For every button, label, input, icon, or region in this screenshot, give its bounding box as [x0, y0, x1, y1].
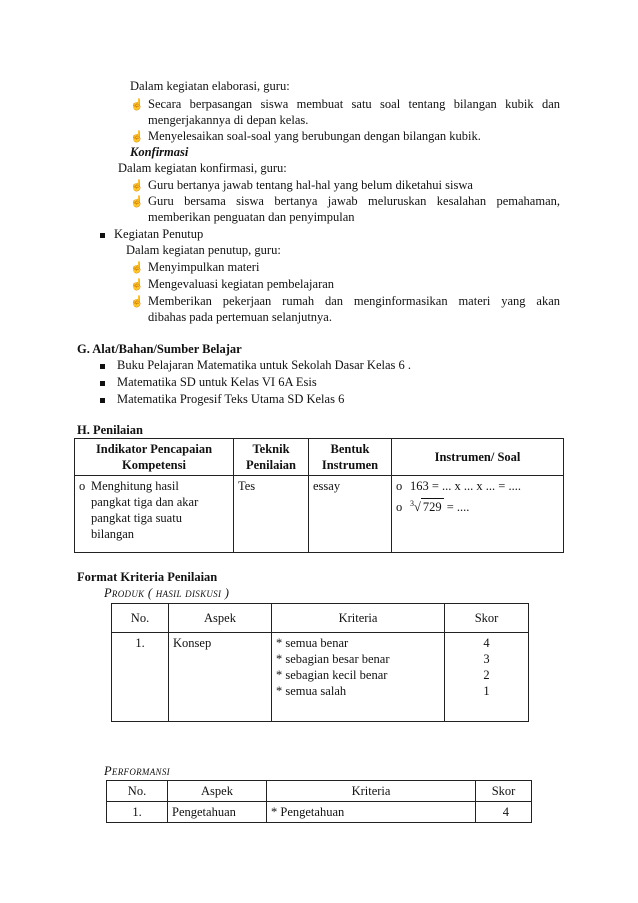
konfirmasi-title: Konfirmasi [130, 145, 189, 159]
performansi-table [106, 780, 532, 823]
produk-cell-skor: 4 3 2 1 [445, 633, 529, 722]
elaborasi-item-2-line1: Menyelesaikan soal-soal yang berubungan dengan bilangan kubik. [148, 129, 481, 143]
produk-header-aspek: Aspek [169, 604, 272, 633]
table-row [112, 633, 529, 722]
konfirmasi-item-2-line2: memberikan penguatan dan penyimpulan [148, 210, 355, 224]
penilaian-table [74, 438, 564, 553]
header-indikator: Indikator Pencapaian Kompetensi [75, 439, 234, 476]
square-bullet-icon [100, 391, 105, 407]
elaborasi-item-1-line1: Secara berpasangan siswa membuat satu soal tentang bilangan kubik dan [148, 97, 560, 111]
hand-bullet-icon: ☝ [130, 279, 144, 291]
produk-table [111, 603, 529, 722]
section-g-item-2: Matematika SD untuk Kelas VI 6A Esis [117, 375, 317, 389]
cell-soal: o 163 = ... x ... x ... = .... o $^3$√ 729 = .... [392, 476, 564, 553]
produk-cell-kriteria: * semua benar * sebagian besar benar * sebagian kecil benar * semua salah [272, 633, 445, 722]
hand-bullet-icon: ☝ [130, 99, 144, 111]
square-bullet-icon [100, 374, 105, 390]
performansi-title: Performansi [104, 764, 170, 778]
square-bullet-icon [100, 357, 105, 373]
produk-title: Produk ( hasil diskusi ) [104, 586, 230, 600]
header-teknik: Teknik Penilaian [234, 439, 309, 476]
performansi-header-kriteria: Kriteria [267, 781, 476, 802]
penutup-intro: Dalam kegiatan penutup, guru: [126, 243, 281, 257]
format-title: Format Kriteria Penilaian [77, 570, 218, 584]
cell-teknik: Tes [234, 476, 309, 553]
performansi-header-skor: Skor [476, 781, 532, 802]
hand-bullet-icon: ☝ [130, 262, 144, 274]
cell-bentuk: essay [309, 476, 392, 553]
section-h-title: H. Penilaian [77, 423, 143, 437]
produk-header-row [112, 604, 529, 633]
penutup-item-3-line1: Memberikan pekerjaan rumah dan menginformasikan materi yang akan [148, 294, 560, 308]
produk-cell-no: 1. [112, 633, 169, 722]
performansi-cell-kriteria: * Pengetahuan [267, 802, 476, 823]
produk-cell-aspek: Konsep [169, 633, 272, 722]
soal-1: 163 = ... x ... x ... = .... [410, 479, 521, 493]
section-g-item-1: Buku Pelajaran Matematika untuk Sekolah Dasar Kelas 6 . [117, 358, 412, 372]
penutup-title: Kegiatan Penutup [114, 227, 204, 241]
table-header-row [75, 439, 564, 476]
performansi-header-aspek: Aspek [168, 781, 267, 802]
produk-header-skor: Skor [445, 604, 529, 633]
hand-bullet-icon: ☝ [130, 131, 144, 143]
konfirmasi-item-2-line1: Guru bersama siswa bertanya jawab meluruskan kesalahan pemahaman, [148, 194, 560, 208]
square-bullet-icon [100, 226, 105, 242]
hand-bullet-icon: ☝ [130, 196, 144, 208]
produk-header-kriteria: Kriteria [272, 604, 445, 633]
table-row [75, 476, 564, 553]
elaborasi-item-1-line2: mengerjakannya di depan kelas. [148, 113, 309, 127]
penutup-item-2: Mengevaluasi kegiatan pembelajaran [148, 277, 335, 291]
performansi-cell-no: 1. [107, 802, 168, 823]
hand-bullet-icon: ☝ [130, 180, 144, 192]
performansi-header-row [107, 781, 532, 802]
penutup-item-1: Menyimpulkan materi [148, 260, 260, 274]
performansi-cell-skor: 4 [476, 802, 532, 823]
header-instrumen: Instrumen/ Soal [392, 439, 564, 476]
konfirmasi-intro: Dalam kegiatan konfirmasi, guru: [118, 161, 287, 175]
cell-indikator: o Menghitung hasil pangkat tiga dan akar pangkat tiga suatu bilangan [75, 476, 234, 553]
section-g-item-3: Matematika Progesif Teks Utama SD Kelas 6 [117, 392, 345, 406]
konfirmasi-item-1-line1: Guru bertanya jawab tentang hal-hal yang belum diketahui siswa [148, 178, 473, 192]
performansi-header-no: No. [107, 781, 168, 802]
performansi-cell-aspek: Pengetahuan [168, 802, 267, 823]
header-bentuk: Bentuk Instrumen [309, 439, 392, 476]
section-g-title: G. Alat/Bahan/Sumber Belajar [77, 342, 242, 356]
produk-header-no: No. [112, 604, 169, 633]
soal-2-radicand: 729 [422, 500, 442, 515]
table-row [107, 802, 532, 823]
elaborasi-intro: Dalam kegiatan elaborasi, guru: [130, 79, 290, 93]
hand-bullet-icon: ☝ [130, 296, 144, 308]
penutup-item-3-line2: dibahas pada pertemuan selanjutnya. [148, 310, 332, 324]
